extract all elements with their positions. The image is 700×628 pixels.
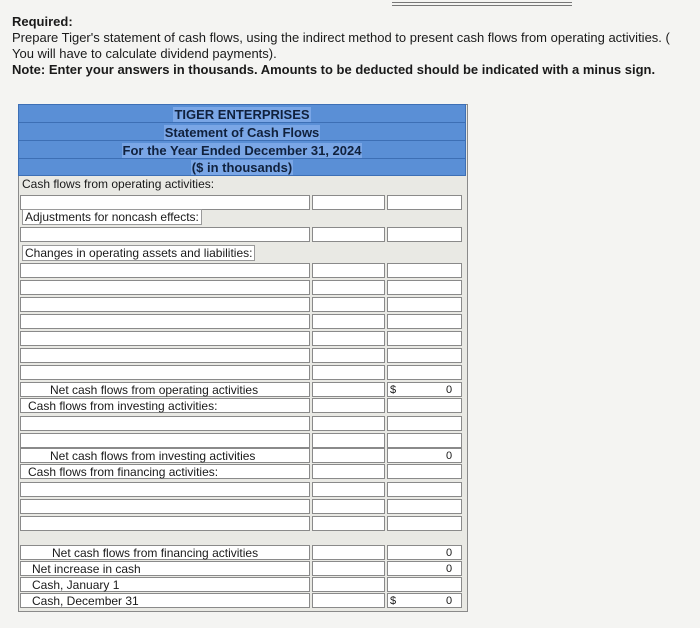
statement-units: ($ in thousands) [191,160,293,175]
net-operating-value: 0 [446,384,453,396]
change-row [20,263,464,278]
financing-row-amount-input[interactable] [312,516,385,531]
investing-row [20,416,464,431]
change-row-label-input[interactable] [20,280,310,295]
change-row-total-input[interactable] [387,331,462,346]
change-row-amount-input[interactable] [312,314,385,329]
change-row [20,314,464,329]
changes-label: Changes in operating assets and liabilities: [22,245,255,261]
change-row-amount-input[interactable] [312,280,385,295]
net-increase-value: 0 [446,563,453,575]
change-row-total-input[interactable] [387,365,462,380]
instructions [12,14,670,78]
adjustment-row-total-input[interactable] [387,227,462,242]
financing-row-label-input[interactable] [20,499,310,514]
change-row-label-input[interactable] [20,331,310,346]
investing-row-label-input[interactable] [20,433,310,448]
operating-row-total-input[interactable] [387,195,462,210]
instruction-line-1: Prepare Tiger's statement of cash flows, using the indirect method to present cash flows from operating activities. ( [12,30,670,45]
adjustment-row [20,227,464,242]
financing-row-amount-input[interactable] [312,499,385,514]
financing-row [20,482,464,497]
operating-row [20,195,464,210]
statement-title: Statement of Cash Flows [164,125,320,140]
statement-period: For the Year Ended December 31, 2024 [122,143,362,158]
top-divider [392,2,572,6]
net-increase-label: Net increase in cash [32,562,141,576]
operating-row-amount-input[interactable] [312,195,385,210]
instruction-line-2: You will have to calculate dividend payments). [12,46,277,61]
cash-december-value: 0 [446,595,453,607]
change-row-label-input[interactable] [20,314,310,329]
cash-january-label: Cash, January 1 [32,578,120,592]
cash-january-input[interactable] [387,577,462,592]
change-row-amount-input[interactable] [312,263,385,278]
cash-december-currency: $ [390,595,397,607]
change-row-amount-input[interactable] [312,297,385,312]
financing-row [20,499,464,514]
investing-row-amount-input[interactable] [312,433,385,448]
net-financing-label: Net cash flows from financing activities [52,546,259,560]
financing-row-amount-input[interactable] [312,482,385,497]
investing-row-label-input[interactable] [20,416,310,431]
change-row-amount-input[interactable] [312,348,385,363]
change-row-total-input[interactable] [387,348,462,363]
net-investing-value: 0 [446,450,453,462]
change-row [20,331,464,346]
change-row-amount-input[interactable] [312,365,385,380]
operating-row-label-input[interactable] [20,195,310,210]
investing-row [20,433,464,448]
change-row-label-input[interactable] [20,297,310,312]
change-row-amount-input[interactable] [312,331,385,346]
financing-row-total-input[interactable] [387,482,462,497]
required-label: Required: [12,14,73,29]
financing-activities-label: Cash flows from financing activities: [28,465,219,479]
investing-activities-label: Cash flows from investing activities: [28,399,218,413]
change-row-label-input[interactable] [20,348,310,363]
adjustment-row-amount-input[interactable] [312,227,385,242]
financing-row-label-input[interactable] [20,516,310,531]
change-row [20,365,464,380]
cash-december-label: Cash, December 31 [32,594,139,608]
statement-header [18,104,466,176]
net-financing-value: 0 [446,547,453,559]
financing-row [20,516,464,531]
net-operating-label: Net cash flows from operating activities [50,383,259,397]
change-row-label-input[interactable] [20,263,310,278]
change-row-total-input[interactable] [387,263,462,278]
investing-row-total-input[interactable] [387,416,462,431]
change-row [20,348,464,363]
financing-row-total-input[interactable] [387,516,462,531]
operating-activities-label: Cash flows from operating activities: [22,177,215,191]
company-name: TIGER ENTERPRISES [174,107,310,122]
net-investing-label: Net cash flows from investing activities [50,449,256,463]
adjustment-row-label-input[interactable] [20,227,310,242]
net-operating-currency: $ [390,384,397,396]
investing-row-total-input[interactable] [387,433,462,448]
investing-row-amount-input[interactable] [312,416,385,431]
instruction-note: Note: Enter your answers in thousands. Amounts to be deducted should be indicated with a minus sign. [12,62,656,77]
financing-row-label-input[interactable] [20,482,310,497]
change-row-total-input[interactable] [387,280,462,295]
change-row-label-input[interactable] [20,365,310,380]
change-row-total-input[interactable] [387,297,462,312]
change-row [20,280,464,295]
adjustments-label: Adjustments for noncash effects: [22,209,202,225]
financing-row-total-input[interactable] [387,499,462,514]
change-row-total-input[interactable] [387,314,462,329]
change-row [20,297,464,312]
